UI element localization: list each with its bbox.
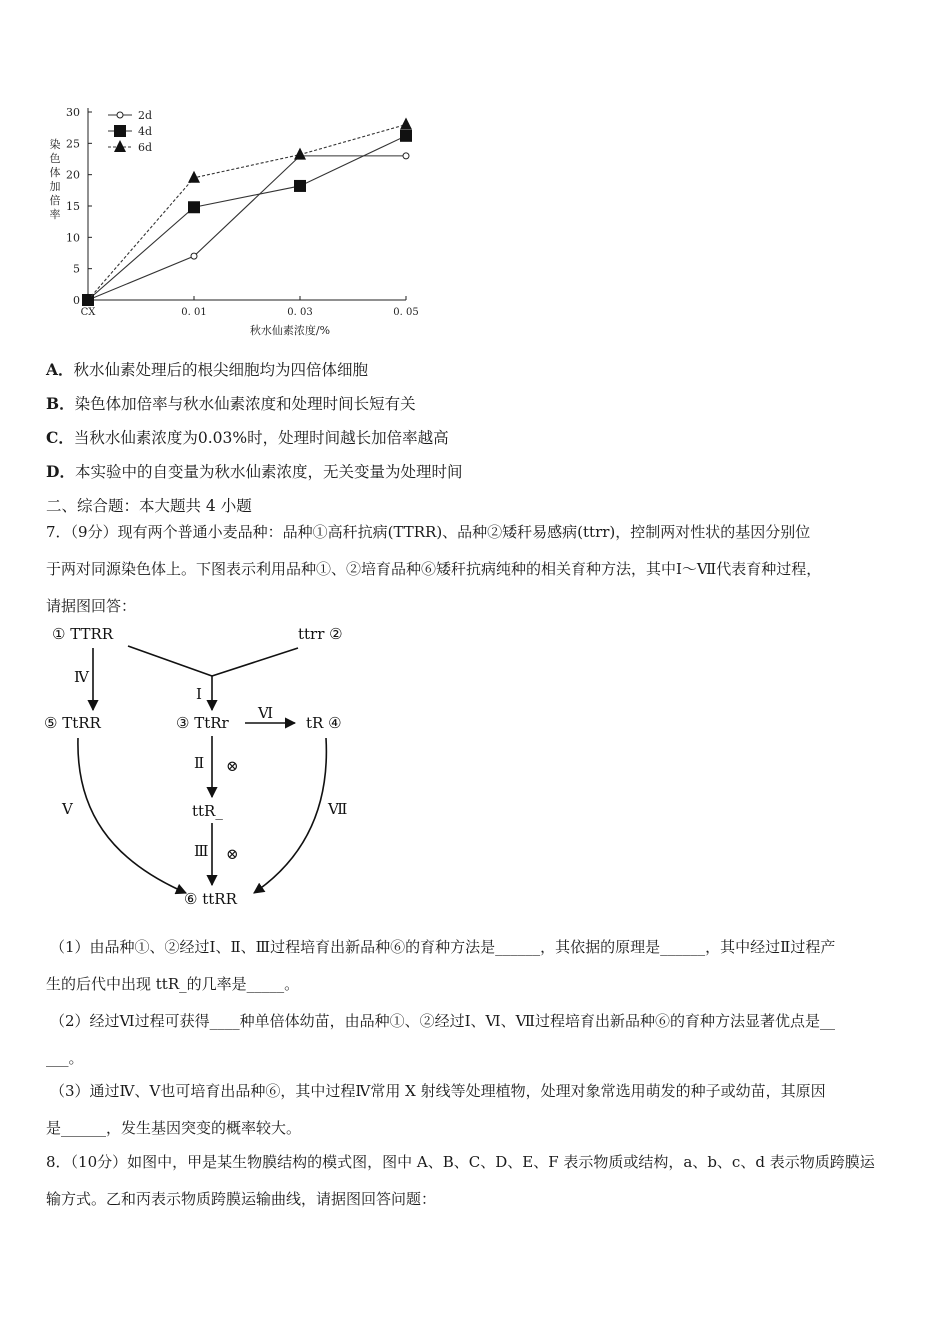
y-tick-label: 5 — [73, 262, 80, 276]
data-point-2d — [191, 253, 197, 259]
q7-intro-line-3: 请据图回答： — [46, 597, 137, 615]
x-tick-label: CX — [80, 307, 96, 318]
legend-marker — [114, 140, 126, 152]
process-7-label: Ⅶ — [328, 800, 348, 818]
y-tick-label: 20 — [66, 168, 80, 182]
legend-label: 4d — [138, 125, 153, 138]
node-5: ⑤ TtRR — [44, 714, 101, 732]
y-tick-label: 0 — [73, 294, 80, 307]
option-letter: D． — [46, 462, 75, 481]
y-axis-label — [50, 137, 61, 221]
q7-sub3-line-2: 是______，发生基因突变的概率较大。 — [46, 1119, 302, 1137]
series-6d — [82, 118, 412, 305]
arrow-7 — [254, 738, 326, 893]
q7-sub3-line-1: （3）通过Ⅳ、Ⅴ也可培育出品种⑥，其中过程Ⅳ常用 X 射线等处理植物，处理对象常选用萌发的种子或幼苗，其原因 — [50, 1082, 826, 1100]
chart-legend — [108, 109, 152, 154]
chart-axes — [88, 108, 406, 300]
q7-sub2-line-1: （2）经过Ⅵ过程可获得____种单倍体幼苗，由品种①、②经过Ⅰ、Ⅵ、Ⅶ过程培育出新品种⑥的育种方法显著优点是__ — [50, 1012, 836, 1030]
option-letter: B． — [46, 394, 75, 413]
option-c — [46, 428, 449, 448]
node-mid: ttR_ — [192, 802, 223, 820]
data-point-6d — [400, 118, 412, 130]
cross-line-right — [212, 648, 298, 676]
node-6: ⑥ ttRR — [184, 890, 237, 908]
q7-intro-line-1: 7．（9分）现有两个普通小麦品种：品种①高秆抗病(TTRR)、品种②矮秆易感病(ttrr)，控制两对性状的基因分别位 — [46, 523, 811, 541]
arrow-5 — [78, 738, 186, 893]
option-text: 染色体加倍率与秋水仙素浓度和处理时间长短有关 — [74, 395, 416, 413]
option-d — [46, 462, 462, 482]
q7-intro-line-2: 于两对同源染色体上。下图表示利用品种①、②培育品种⑥矮秆抗病纯种的相关育种方法，其中Ⅰ～Ⅶ代表育种过程， — [46, 560, 822, 578]
legend-item-4d — [108, 125, 152, 138]
node-2: ttrr ② — [298, 625, 343, 643]
y-axis-label-text: 染色体加倍率 — [49, 138, 61, 221]
x-tick-label: 0. 01 — [181, 307, 207, 318]
node-3: ③ TtRr — [176, 714, 229, 732]
x-axis-label: 秋水仙素浓度/% — [249, 324, 331, 337]
data-point-2d — [403, 153, 409, 159]
data-point-6d — [294, 148, 306, 160]
option-letter: A． — [46, 360, 74, 379]
legend-marker — [117, 112, 123, 118]
option-text: 本实验中的自变量为秋水仙素浓度，无关变量为处理时间 — [74, 463, 463, 481]
x-tick-label: 0. 03 — [287, 307, 313, 318]
series-2d — [85, 153, 409, 303]
option-text: 当秋水仙素浓度为0.03%时，处理时间越长加倍率越高 — [73, 429, 449, 447]
process-1-label: Ⅰ — [196, 685, 202, 703]
option-b — [46, 394, 416, 414]
option-text: 秋水仙素处理后的根尖细胞均为四倍体细胞 — [73, 361, 369, 379]
q8-line-1: 8．（10分）如图中，甲是某生物膜结构的模式图，图中 A、B、C、D、E、F 表示物质或结构，a、b、c、d 表示物质跨膜运 — [46, 1153, 875, 1171]
process-5-label: Ⅴ — [62, 800, 73, 818]
y-tick-label: 30 — [66, 106, 80, 119]
y-tick-label: 15 — [66, 200, 80, 213]
series-line-4d — [88, 136, 406, 300]
legend-item-2d — [108, 109, 152, 122]
option-a — [46, 360, 368, 380]
q8-line-2: 输方式。乙和丙表示物质跨膜运输曲线，请据图回答问题： — [46, 1190, 437, 1208]
data-point-4d — [188, 201, 200, 213]
legend-marker — [114, 125, 126, 137]
q7-sub2-line-2: ___。 — [46, 1049, 84, 1067]
series-line-6d — [88, 125, 406, 300]
process-3-label: Ⅲ — [194, 842, 209, 860]
self-cross-icon: ⊗ — [226, 845, 239, 863]
y-tick-label: 10 — [66, 231, 80, 245]
section-title: 二、综合题：本大题共 4 小题 — [46, 497, 252, 515]
legend-label: 2d — [138, 109, 153, 122]
series-line-2d — [88, 156, 406, 300]
q7-sub1-line-1: （1）由品种①、②经过Ⅰ、Ⅱ、Ⅲ过程培育出新品种⑥的育种方法是______，其依据的原理是______，其中经过Ⅱ过程产 — [50, 938, 836, 956]
data-point-4d — [400, 130, 412, 142]
legend-item-6d — [108, 140, 152, 154]
option-letter: C． — [46, 428, 74, 447]
self-cross-icon: ⊗ — [226, 757, 239, 775]
process-4-label: Ⅳ — [74, 668, 89, 686]
legend-label: 6d — [138, 141, 153, 154]
node-1: ① TTRR — [52, 625, 114, 643]
x-tick-label: 0. 05 — [393, 307, 419, 318]
data-point-4d — [294, 180, 306, 192]
process-6-label: Ⅵ — [258, 704, 274, 722]
node-4: tR ④ — [306, 714, 342, 732]
breeding-diagram — [40, 620, 360, 920]
y-tick-label: 25 — [66, 137, 80, 151]
series-4d — [82, 130, 412, 306]
cross-line-left — [128, 646, 212, 676]
line-chart — [40, 100, 430, 345]
chart-series — [82, 118, 412, 306]
chart-ticks — [66, 106, 419, 318]
process-2-label: Ⅱ — [194, 754, 205, 772]
q7-sub1-line-2: 生的后代中出现 ttR_的几率是_____。 — [46, 975, 300, 993]
